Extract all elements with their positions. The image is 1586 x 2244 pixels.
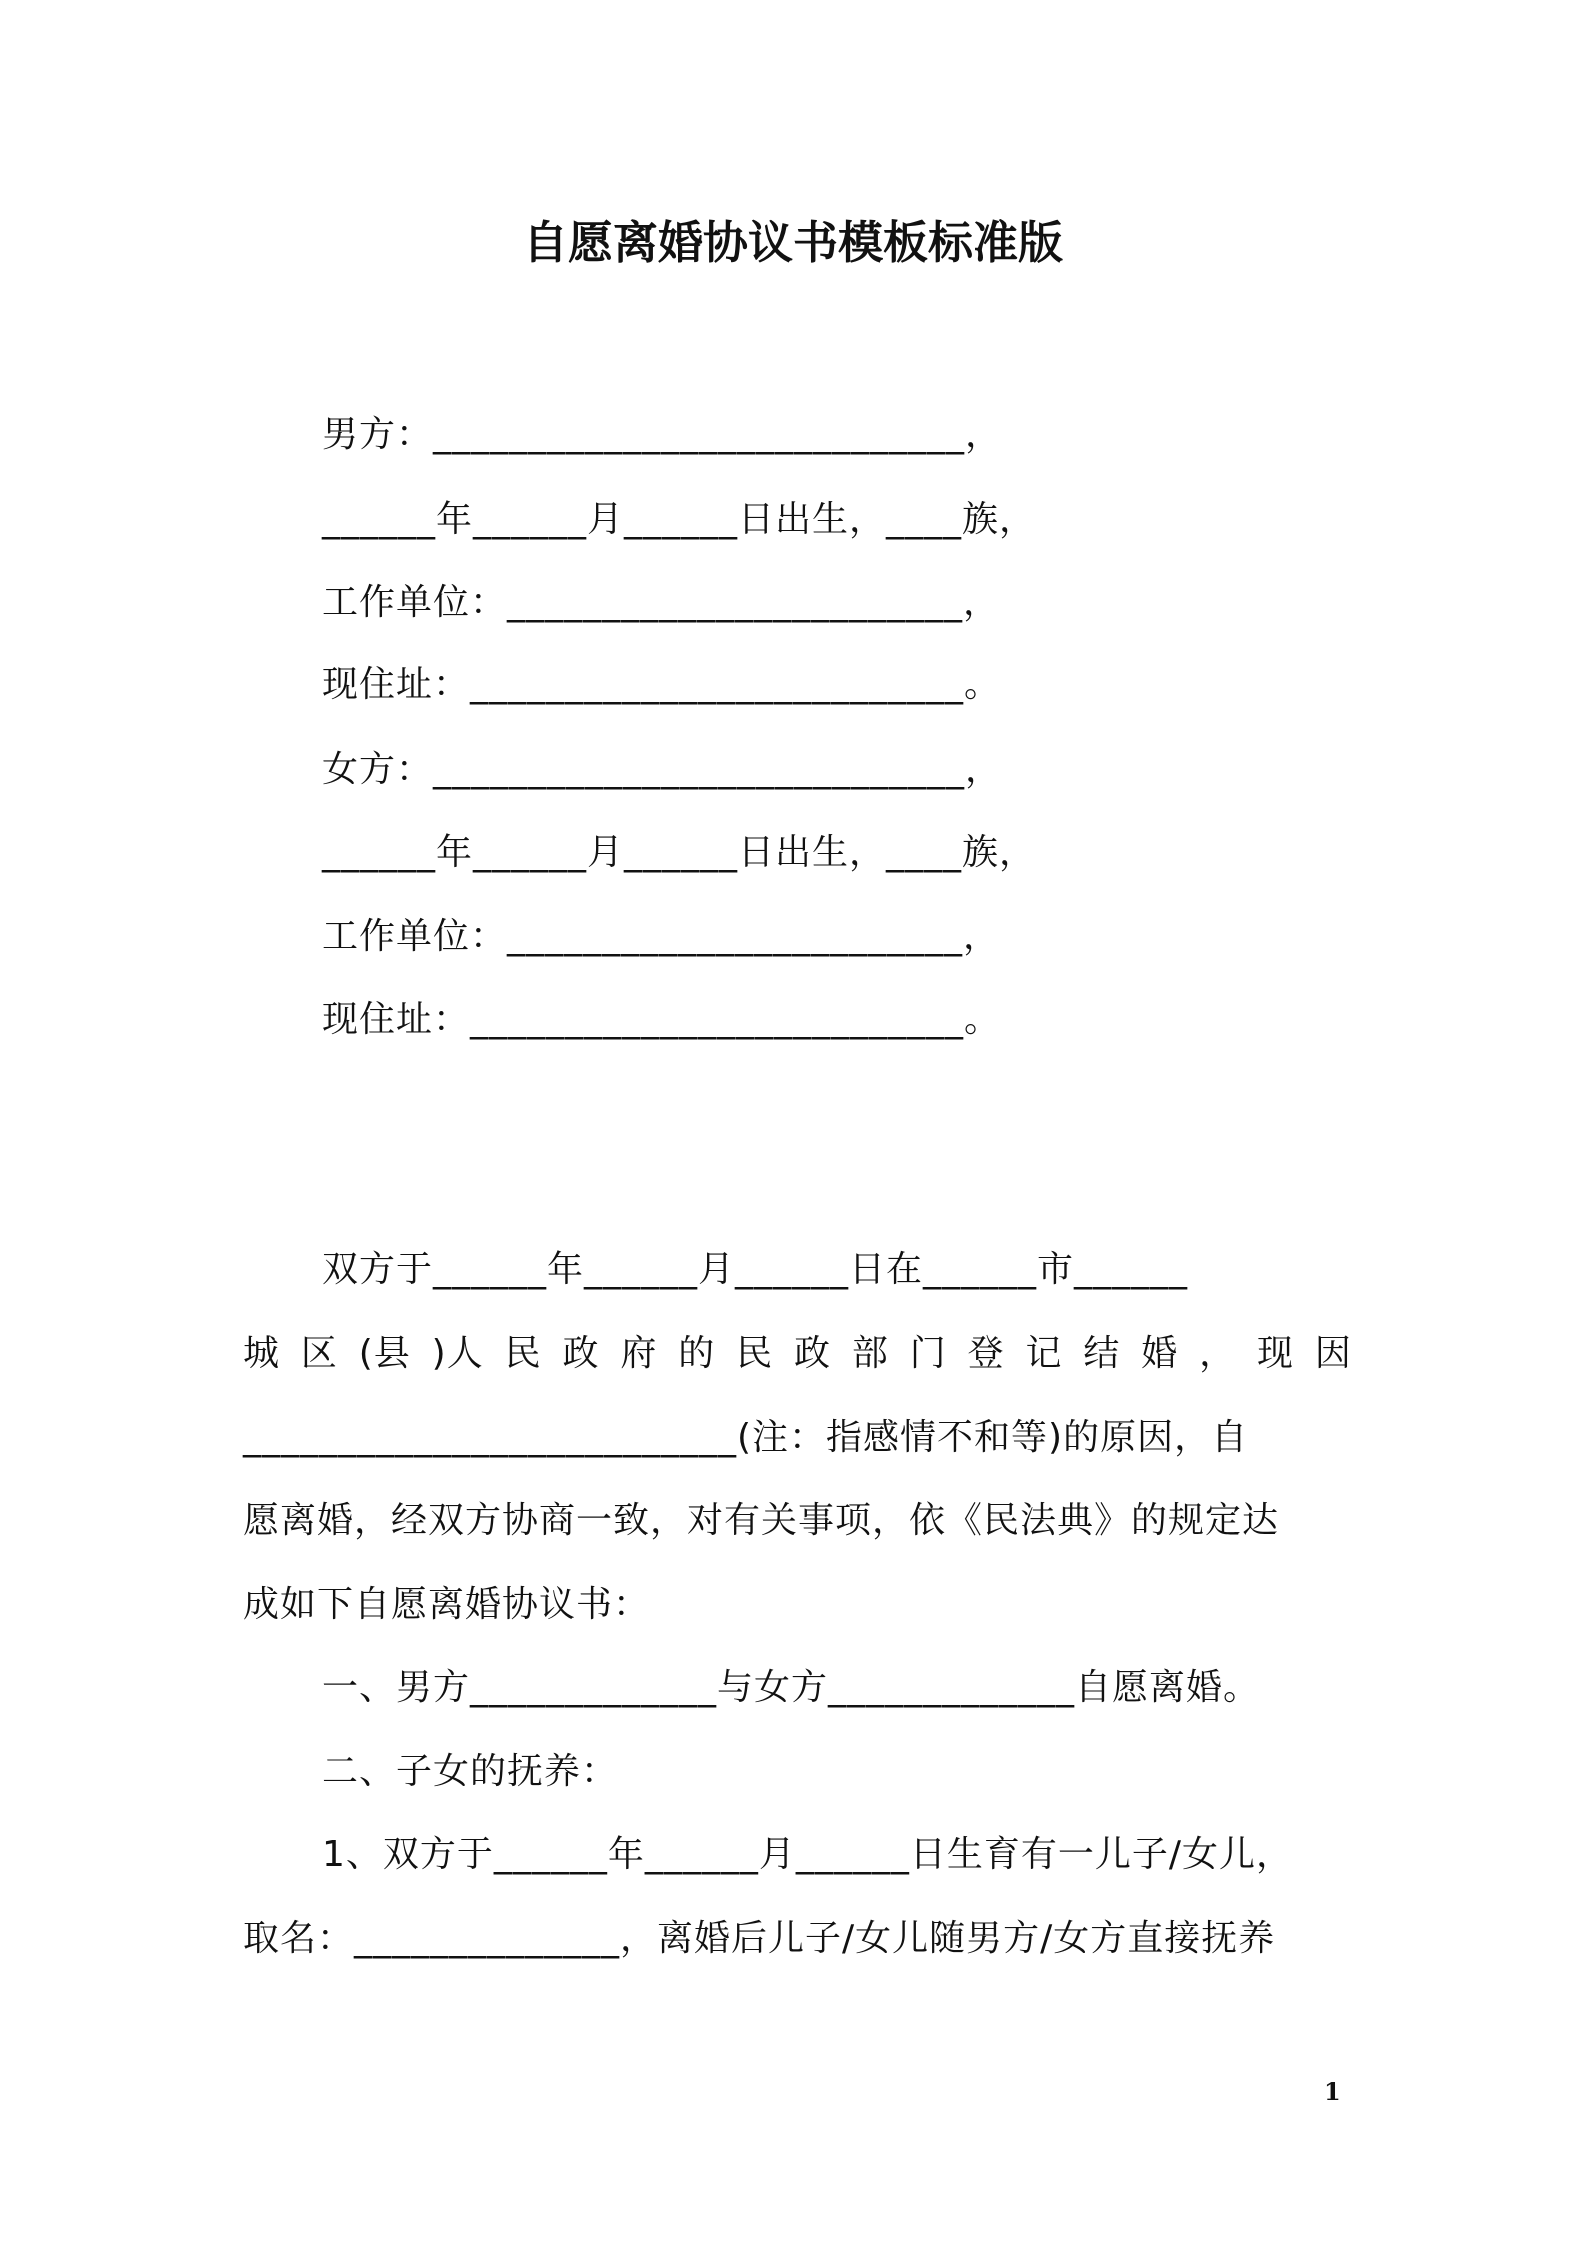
paragraph-line-2-char: 因 (1314, 1333, 1352, 1374)
paragraph-line-2-char: 结 (1083, 1333, 1121, 1374)
wife-birth-line: ______年______月______日出生，____族， (322, 832, 1037, 873)
paragraph-line-1: 双方于______年______月______日在______市______ (322, 1249, 1189, 1290)
paragraph-line-3: __________________________(注：指感情不和等)的原因，自 (243, 1417, 1249, 1458)
paragraph-line-2-char: 城 (243, 1333, 281, 1374)
wife-work-line: 工作单位：________________________， (322, 916, 1001, 957)
paragraph-line-2-char: 区 (300, 1333, 338, 1374)
paragraph-line-2-char: 政 (562, 1333, 600, 1374)
clause-2-heading: 二、子女的抚养： (322, 1751, 619, 1792)
paragraph-line-2-char: 门 (909, 1333, 947, 1374)
paragraph-line-2-char: 婚 (1141, 1333, 1179, 1374)
item-1-line-1: 1、双方于______年______月______日生育有一儿子/女儿， (322, 1834, 1294, 1875)
paragraph-line-2-char: 政 (793, 1333, 831, 1374)
paragraph-line-2-char: 登 (967, 1333, 1005, 1374)
paragraph-line-2-char: 现 (1256, 1333, 1294, 1374)
page-number: 1 (1324, 2077, 1341, 2106)
paragraph-line-2-char: 民 (736, 1333, 774, 1374)
item-1-line-2: 取名：______________，离婚后儿子/女儿随男方/女方直接抚养 (243, 1918, 1276, 1959)
paragraph-line-2-char: 记 (1025, 1333, 1063, 1374)
paragraph-line-2 (243, 1329, 1352, 1379)
paragraph-line-2-char: 的 (678, 1333, 716, 1374)
husband-birth-line: ______年______月______日出生，____族， (322, 499, 1037, 540)
paragraph-line-2-char: ， (1199, 1333, 1237, 1374)
paragraph-line-5: 成如下自愿离婚协议书： (243, 1584, 651, 1625)
paragraph-line-2-char: (县 (358, 1333, 411, 1374)
husband-name-line: 男方：____________________________， (322, 414, 1003, 455)
husband-work-line: 工作单位：________________________， (322, 582, 1001, 623)
paragraph-line-2-char: 部 (851, 1333, 889, 1374)
paragraph-line-4: 愿离婚，经双方协商一致，对有关事项，依《民法典》的规定达 (243, 1500, 1280, 1541)
wife-name-line: 女方：____________________________， (322, 749, 1003, 790)
clause-1: 一、男方_____________与女方_____________自愿离婚。 (322, 1667, 1261, 1708)
husband-address-line: 现住址：__________________________。 (322, 664, 1002, 705)
paragraph-line-2-char: 府 (620, 1333, 658, 1374)
paragraph-line-2-char: 民 (504, 1333, 542, 1374)
wife-address-line: 现住址：__________________________。 (322, 999, 1002, 1040)
paragraph-line-2-char: )人 (431, 1333, 484, 1374)
document-title: 自愿离婚协议书模板标准版 (522, 216, 1063, 269)
